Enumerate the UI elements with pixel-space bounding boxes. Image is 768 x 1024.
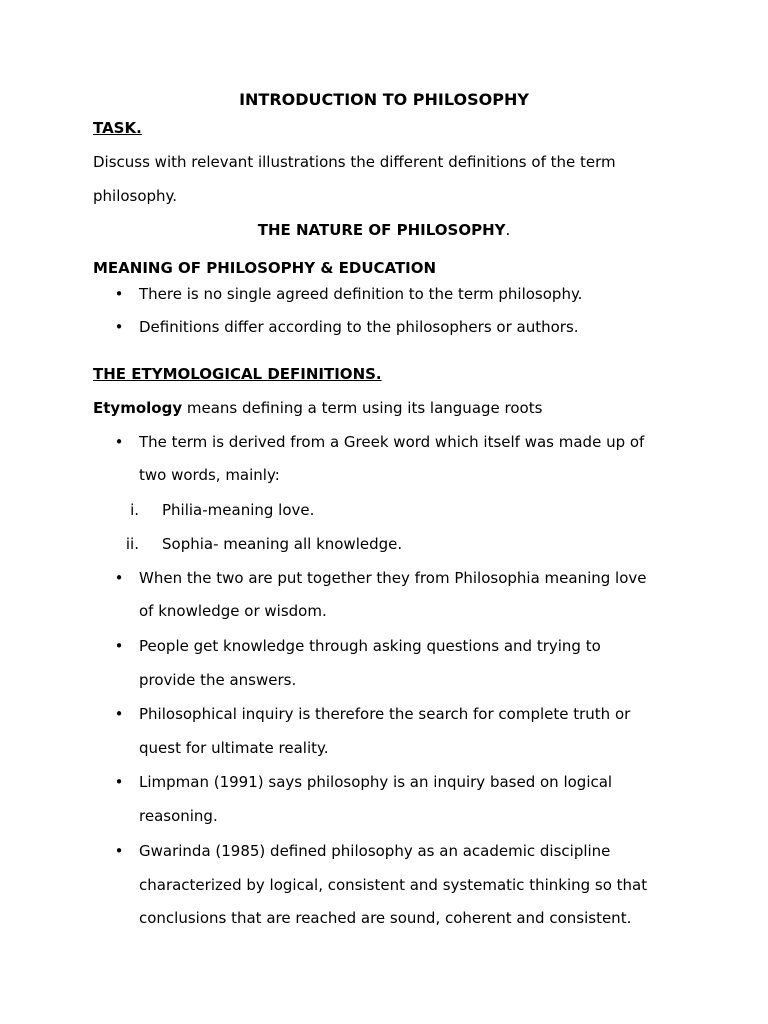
bullet-icon: • xyxy=(114,318,124,336)
list-item-text-line-1: The term is derived from a Greek word which itself was made up of xyxy=(139,433,645,451)
task-heading: TASK. xyxy=(93,119,142,137)
list-item-text-line-2: quest for ultimate reality. xyxy=(139,739,329,757)
list-item-text-line-1: Gwarinda (1985) defined philosophy as an academic discipline xyxy=(139,842,611,860)
bullet-icon: • xyxy=(114,285,124,303)
bullet-icon: • xyxy=(114,569,124,587)
nature-heading xyxy=(0,221,768,239)
list-item-text-line-2: of knowledge or wisdom. xyxy=(139,602,327,620)
list-item-text-line-3: conclusions that are reached are sound, coherent and consistent. xyxy=(139,909,632,927)
list-item-text-line-2: provide the answers. xyxy=(139,671,297,689)
meaning-heading: MEANING OF PHILOSOPHY & EDUCATION xyxy=(93,259,437,277)
list-item-text: Definitions differ according to the philosophers or authors. xyxy=(139,318,579,336)
bullet-icon: • xyxy=(114,433,124,451)
list-item-text-line-2: two words, mainly: xyxy=(139,466,280,484)
roman-list-item-text: Philia-meaning love. xyxy=(162,501,315,519)
etymology-term: Etymology xyxy=(93,399,183,417)
roman-numeral: i. xyxy=(130,501,139,519)
etymological-heading: THE ETYMOLOGICAL DEFINITIONS. xyxy=(93,365,382,383)
roman-numeral: ii. xyxy=(125,535,139,553)
etymology-definition xyxy=(93,399,542,417)
bullet-icon: • xyxy=(114,705,124,723)
list-item-text: There is no single agreed definition to the term philosophy. xyxy=(139,285,583,303)
roman-list-item-text: Sophia- meaning all knowledge. xyxy=(162,535,403,553)
bullet-icon: • xyxy=(114,637,124,655)
list-item-text-line-1: People get knowledge through asking questions and trying to xyxy=(139,637,601,655)
list-item-text-line-1: When the two are put together they from Philosophia meaning love xyxy=(139,569,647,587)
list-item-text-line-2: characterized by logical, consistent and systematic thinking so that xyxy=(139,876,648,894)
list-item-text-line-1: Philosophical inquiry is therefore the search for complete truth or xyxy=(139,705,631,723)
nature-heading-period: . xyxy=(505,221,511,239)
bullet-icon: • xyxy=(114,842,124,860)
nature-heading-text: THE NATURE OF PHILOSOPHY xyxy=(257,221,506,239)
bullet-icon: • xyxy=(114,773,124,791)
task-text-line-2: philosophy. xyxy=(93,187,178,205)
page-title: INTRODUCTION TO PHILOSOPHY xyxy=(239,90,529,109)
list-item-text-line-1: Limpman (1991) says philosophy is an inquiry based on logical xyxy=(139,773,613,791)
etymology-rest: means defining a term using its language roots xyxy=(182,399,543,417)
list-item-text-line-2: reasoning. xyxy=(139,807,218,825)
task-text-line-1: Discuss with relevant illustrations the different definitions of the term xyxy=(93,153,616,171)
